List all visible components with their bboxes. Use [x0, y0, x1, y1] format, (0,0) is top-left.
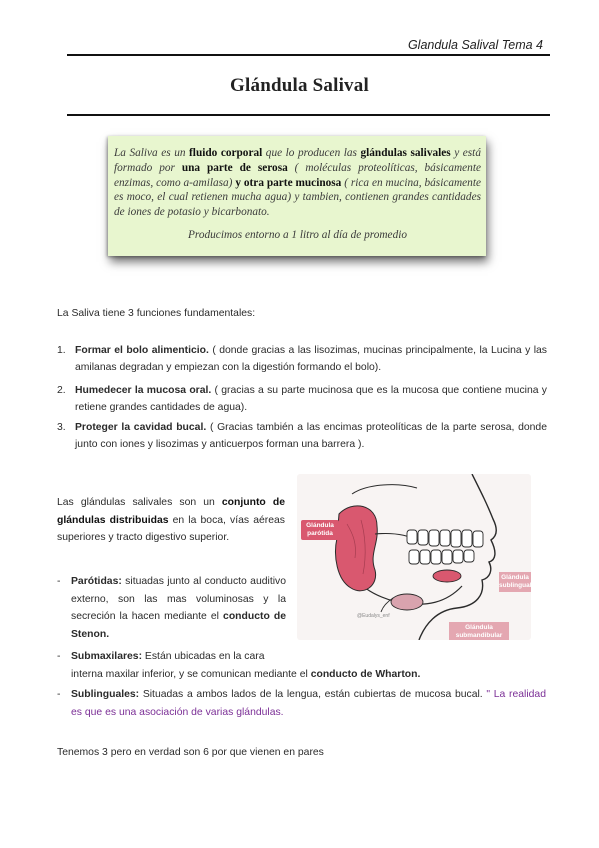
- salivary-glands-illustration: [297, 474, 531, 640]
- head-diagram: [297, 474, 531, 640]
- page-title: Glándula Salival: [230, 75, 369, 96]
- header-running-title: Glandula Salival Tema 4: [407, 38, 543, 52]
- note-paragraph: La Saliva es un fluido corporal que lo producen las glándulas salivales y está formado por una parte de serosa ( moléculas proteolíticas, básicamente enzimas, como a-amilasa) y otra parte mucinosa ( rica en mucina, básicamente es moco, el cual retienen mucha agua) y tambien, contienen grandes cantidades de iones de potasio y bicarbonato.: [114, 147, 481, 219]
- title-rule: [67, 114, 550, 116]
- glands-footer: Tenemos 3 pero en verdad son 6 por que vienen en pares: [57, 747, 324, 758]
- glands-intro: Las glándulas salivales son un conjunto de glándulas distribuidas en la boca, vías aéreas superiores y tracto digestivo superior.: [57, 497, 285, 543]
- bullet-sublinguales: - Sublinguales: Situadas a ambos lados de la lengua, están cubiertas de mucosa bucal. " La realidad es que es una asociación de varias glándulas.: [57, 689, 546, 718]
- label-submandibular: Glándula submandibular: [449, 622, 509, 640]
- function-item-2: 2. Humedecer la mucosa oral. ( gracias a su parte mucinosa que es la mucosa que contiene mucina y retiene grandes cantidades de agua).: [57, 385, 547, 413]
- function-item-1: 1. Formar el bolo alimenticio. ( donde gracias a las lisozimas, mucinas principalmente, la Lucina y las amilanas degradan y empiezan con la digestión formando el bolo).: [57, 345, 547, 373]
- note-liter-per-day: Producimos entorno a 1 litro al día de promedio: [187, 228, 408, 241]
- label-sublingual: Glándula sublingual: [499, 572, 531, 592]
- bullet-parotidas: - Parótidas: situadas junto al conducto auditivo externo, son las mas voluminosas y la secreción la hacen mediante el conducto de Stenon.: [57, 576, 286, 640]
- functions-intro: La Saliva tiene 3 funciones fundamentales:: [57, 308, 256, 319]
- summary-note: [108, 136, 486, 256]
- label-parotida: Glándula parótida: [301, 520, 339, 540]
- illustration-watermark: @Eudalys_enf: [357, 613, 390, 619]
- bullet-submaxilares-cont: interna maxilar inferior, y se comunican mediante el conducto de Wharton.: [71, 669, 421, 680]
- function-item-3: 3. Proteger la cavidad bucal. ( Gracias también a las encimas proteolíticas de la parte serosa, donde junto con iones y lisozimas y anticuerpos forman una barrera ).: [57, 422, 547, 450]
- header-rule: [67, 54, 550, 56]
- bullet-submaxilares: - Submaxilares: Están ubicadas en la cara: [57, 651, 265, 662]
